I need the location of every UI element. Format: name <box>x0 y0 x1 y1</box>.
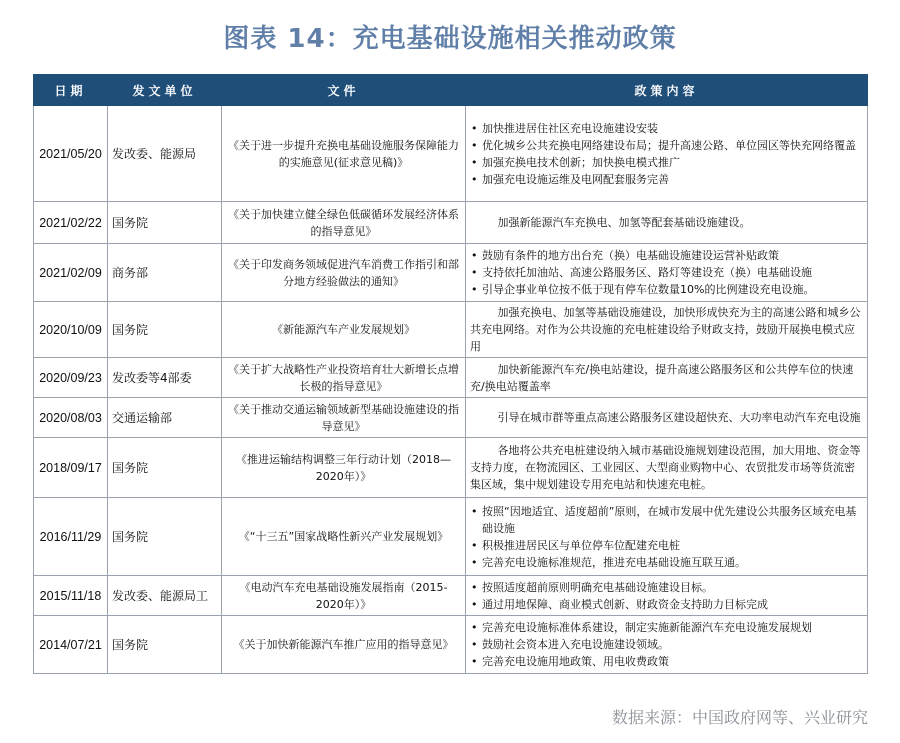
table-row <box>34 358 868 398</box>
header-content: 政策内容 <box>466 75 868 106</box>
table-row <box>34 302 868 358</box>
row-unit: 发改委、能源局工 <box>108 576 222 616</box>
table-row <box>34 202 868 244</box>
row-unit: 国务院 <box>108 202 222 244</box>
row-date: 2014/07/21 <box>34 616 108 674</box>
row-unit: 交通运输部 <box>108 398 222 438</box>
content-bullet: • 鼓励有条件的地方出台充（换）电基础设施建设运营补贴政策 <box>470 247 863 264</box>
content-text: 加快新能源汽车充/换电站建设，提升高速公路服务区和公共停车位的快速充/换电站覆盖率 <box>470 362 854 393</box>
row-content <box>466 358 868 398</box>
row-document: 《关于进一步提升充换电基础设施服务保障能力的实施意见(征求意见稿)》 <box>222 106 466 202</box>
row-date: 2015/11/18 <box>34 576 108 616</box>
row-date: 2018/09/17 <box>34 438 108 498</box>
row-content <box>466 244 868 302</box>
data-source-note: 数据来源：中国政府网等、兴业研究 <box>611 708 868 727</box>
row-date: 2020/09/23 <box>34 358 108 398</box>
content-text: 引导在城市群等重点高速公路服务区建设超快充、大功率电动汽车充电设施 <box>497 411 861 424</box>
row-content <box>466 398 868 438</box>
policy-table <box>33 74 868 674</box>
content-bullet: • 完善充电设施标准规范，推进充电基础设施互联互通。 <box>470 554 863 571</box>
row-date: 2021/05/20 <box>34 106 108 202</box>
row-content <box>466 438 868 498</box>
table-row <box>34 244 868 302</box>
row-document: 《关于加快建立健全绿色低碳循环发展经济体系的指导意见》 <box>222 202 466 244</box>
row-date: 2020/08/03 <box>34 398 108 438</box>
row-unit: 国务院 <box>108 498 222 576</box>
table-row <box>34 106 868 202</box>
row-content <box>466 202 868 244</box>
content-text: 加强新能源汽车充换电、加氢等配套基础设施建设。 <box>497 216 751 229</box>
row-content <box>466 616 868 674</box>
table-row <box>34 498 868 576</box>
content-bullet: • 完善充电设施用地政策、用电收费政策 <box>470 653 863 670</box>
row-unit: 商务部 <box>108 244 222 302</box>
header-document: 文件 <box>222 75 466 106</box>
row-date: 2020/10/09 <box>34 302 108 358</box>
content-bullet: • 支持依托加油站、高速公路服务区、路灯等建设充（换）电基础设施 <box>470 264 863 281</box>
content-bullet: • 通过用地保障、商业模式创新、财政资金支持助力目标完成 <box>470 596 863 613</box>
row-document: 《关于推动交通运输领域新型基础设施建设的指导意见》 <box>222 398 466 438</box>
row-content <box>466 498 868 576</box>
row-document: 《关于扩大战略性产业投资培育壮大新增长点增长极的指导意见》 <box>222 358 466 398</box>
row-document: 《关于加快新能源汽车推广应用的指导意见》 <box>222 616 466 674</box>
row-document: 《关于印发商务领域促进汽车消费工作指引和部分地方经验做法的通知》 <box>222 244 466 302</box>
content-bullet: • 加强充电设施运维及电网配套服务完善 <box>470 171 863 188</box>
content-bullet: • 引导企事业单位按不低于现有停车位数量10%的比例建设充电设施。 <box>470 281 863 298</box>
row-document: 《电动汽车充电基础设施发展指南（2015-2020年）》 <box>222 576 466 616</box>
row-document: 《“十三五”国家战略性新兴产业发展规划》 <box>222 498 466 576</box>
content-bullet: • 按照“因地适宜、适度超前”原则，在城市发展中优先建设公共服务区域充电基础设施 <box>470 503 863 537</box>
row-unit: 发改委等4部委 <box>108 358 222 398</box>
row-unit: 国务院 <box>108 302 222 358</box>
content-text: 各地将公共充电桩建设纳入城市基础设施规划建设范围，加大用地、资金等支持力度，在物流园区、工业园区、大型商业购物中心、农贸批发市场等货流密集区域，集中规划建设专用充电站和快速充电桩。 <box>470 444 861 491</box>
row-content <box>466 576 868 616</box>
table-row <box>34 438 868 498</box>
content-text: 加强充换电、加氢等基础设施建设，加快形成快充为主的高速公路和城乡公共充电网络。对作为公共设施的充电桩建设给予财政支持，鼓励开展换电模式应用 <box>470 306 861 353</box>
row-unit: 国务院 <box>108 616 222 674</box>
table-row <box>34 616 868 674</box>
content-bullet: • 按照适度超前原则明确充电基础设施建设目标。 <box>470 579 863 596</box>
content-bullet: • 加快推进居住社区充电设施建设安装 <box>470 120 863 137</box>
content-bullet: • 鼓励社会资本进入充电设施建设领域。 <box>470 636 863 653</box>
header-unit: 发文单位 <box>108 75 222 106</box>
table-row <box>34 576 868 616</box>
table-row <box>34 398 868 438</box>
row-unit: 发改委、能源局 <box>108 106 222 202</box>
row-document: 《推进运输结构调整三年行动计划（2018—2020年）》 <box>222 438 466 498</box>
row-unit: 国务院 <box>108 438 222 498</box>
content-bullet: • 优化城乡公共充换电网络建设布局；提升高速公路、单位园区等快充网络覆盖 <box>470 137 863 154</box>
content-bullet: • 完善充电设施标准体系建设，制定实施新能源汽车充电设施发展规划 <box>470 619 863 636</box>
content-bullet: • 积极推进居民区与单位停车位配建充电桩 <box>470 537 863 554</box>
row-content <box>466 106 868 202</box>
table-header-row <box>34 75 868 106</box>
header-date: 日期 <box>34 75 108 106</box>
row-date: 2021/02/09 <box>34 244 108 302</box>
row-content <box>466 302 868 358</box>
row-date: 2016/11/29 <box>34 498 108 576</box>
row-document: 《新能源汽车产业发展规划》 <box>222 302 466 358</box>
row-date: 2021/02/22 <box>34 202 108 244</box>
chart-title: 图表 14：充电基础设施相关推动政策 <box>223 24 677 54</box>
content-bullet: • 加强充换电技术创新；加快换电模式推广 <box>470 154 863 171</box>
